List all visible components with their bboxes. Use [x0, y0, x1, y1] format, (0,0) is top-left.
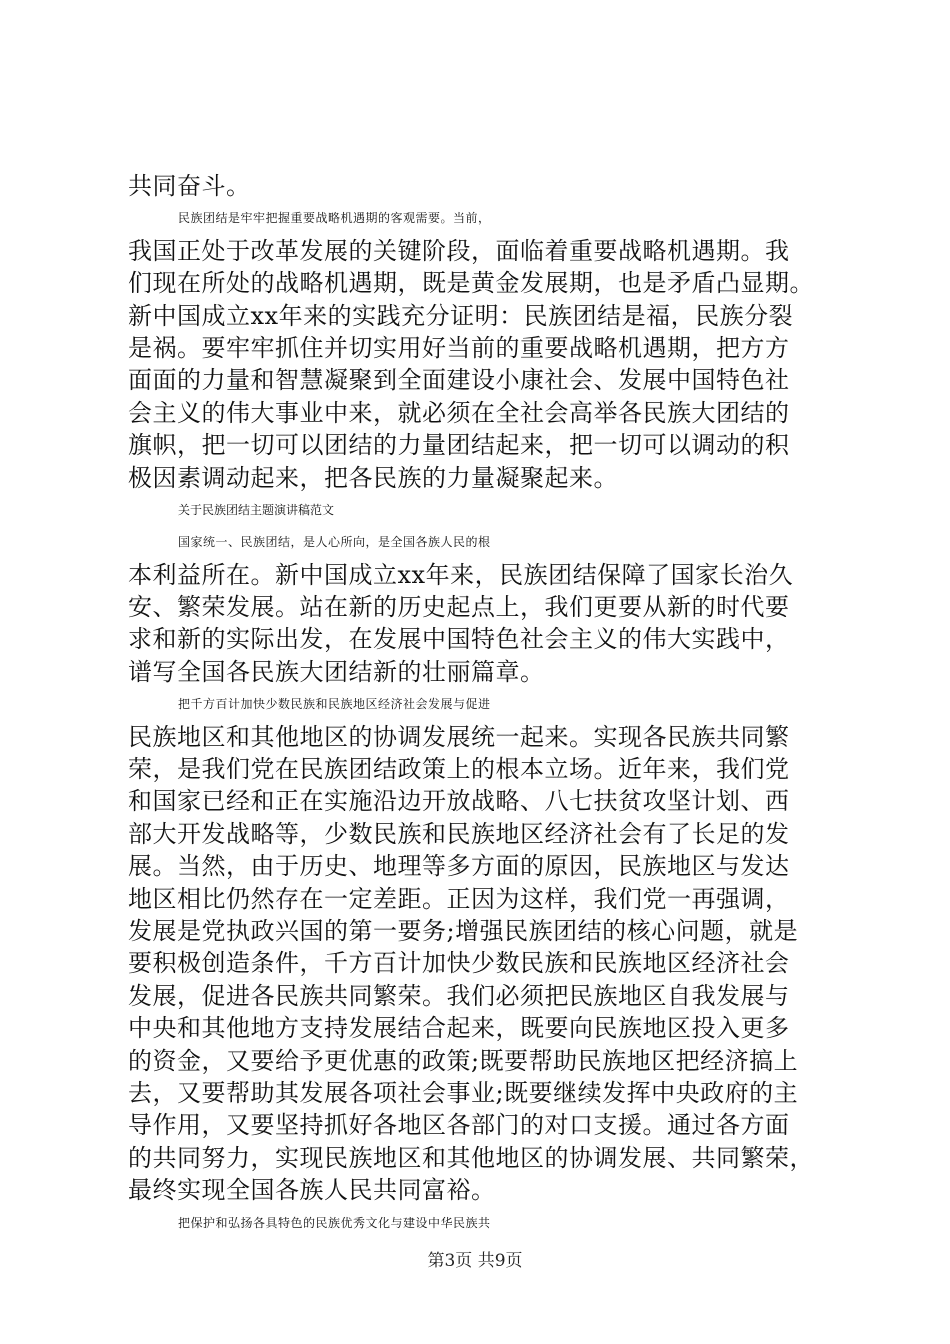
text-line: 民族团结是牢牢把握重要战略机遇期的客观需要。当前，: [178, 211, 491, 226]
text-line: 求和新的实际出发，在发展中国特色社会主义的伟大实践中，: [128, 625, 790, 654]
text-line: 把保护和弘扬各具特色的民族优秀文化与建设中华民族共: [178, 1215, 491, 1230]
text-line: 和国家已经和正在实施沿边开放战略、八七扶贫攻坚计划、西: [128, 787, 790, 816]
text-line: 荣，是我们党在民族团结政策上的根本立场。近年来，我们党: [128, 755, 790, 784]
text-line: 发展是党执政兴国的第一要务;增强民族团结的核心问题，就是: [128, 916, 799, 945]
text-line: 导作用，又要坚持抓好各地区各部门的对口支援。通过各方面: [128, 1111, 790, 1140]
text-line: 谱写全国各民族大团结新的壮丽篇章。: [128, 657, 545, 686]
text-line: 去，又要帮助其发展各项社会事业;既要继续发挥中央政府的主: [128, 1078, 799, 1107]
text-line: 安、繁荣发展。站在新的历史起点上，我们更要从新的时代要: [128, 593, 790, 622]
section-heading: 关于民族团结主题演讲稿范文: [178, 502, 335, 517]
text-line: 展。当然，由于历史、地理等多方面的原因，民族地区与发达: [128, 852, 790, 881]
text-line: 中央和其他地方支持发展结合起来，既要向民族地区投入更多: [128, 1014, 790, 1043]
text-line: 部大开发战略等，少数民族和民族地区经济社会有了长足的发: [128, 819, 790, 848]
text-line: 的资金，又要给予更优惠的政策;既要帮助民族地区把经济搞上: [128, 1046, 799, 1075]
text-line: 共同奋斗。: [128, 172, 251, 200]
text-line: 会主义的伟大事业中来，就必须在全社会高举各民族大团结的: [128, 398, 790, 427]
text-line: 发展，促进各民族共同繁荣。我们必须把民族地区自我发展与: [128, 981, 790, 1010]
text-line: 的共同努力，实现民族地区和其他地区的协调发展、共同繁荣，: [128, 1143, 814, 1172]
text-line: 国家统一、民族团结，是人心所向，是全国各族人民的根: [178, 535, 491, 550]
text-line: 最终实现全国各族人民共同富裕。: [128, 1176, 496, 1205]
text-line: 新中国成立xx年来的实践充分证明：民族团结是福，民族分裂: [128, 301, 794, 330]
text-line: 旗帜，把一切可以团结的力量团结起来，把一切可以调动的积: [128, 431, 790, 460]
text-line: 把千方百计加快少数民族和民族地区经济社会发展与促进: [178, 697, 491, 712]
text-line: 是祸。要牢牢抓住并切实用好当前的重要战略机遇期，把方方: [128, 333, 790, 362]
text-line: 面面的力量和智慧凝聚到全面建设小康社会、发展中国特色社: [128, 366, 790, 395]
text-line: 们现在所处的战略机遇期，既是黄金发展期，也是矛盾凸显期。: [128, 269, 814, 298]
text-line: 民族地区和其他地区的协调发展统一起来。实现各民族共同繁: [128, 722, 790, 751]
text-line: 我国正处于改革发展的关键阶段，面临着重要战略机遇期。我: [128, 236, 790, 265]
text-line: 极因素调动起来，把各民族的力量凝聚起来。: [128, 463, 618, 492]
text-line: 本利益所在。新中国成立xx年来，民族团结保障了国家长治久: [128, 560, 794, 589]
page-footer: 第3页 共9页: [427, 1251, 523, 1271]
text-line: 地区相比仍然存在一定差距。正因为这样，我们党一再强调，: [128, 884, 790, 913]
text-line: 要积极创造条件，千方百计加快少数民族和民族地区经济社会: [128, 949, 790, 978]
document-body: [128, 170, 828, 1239]
